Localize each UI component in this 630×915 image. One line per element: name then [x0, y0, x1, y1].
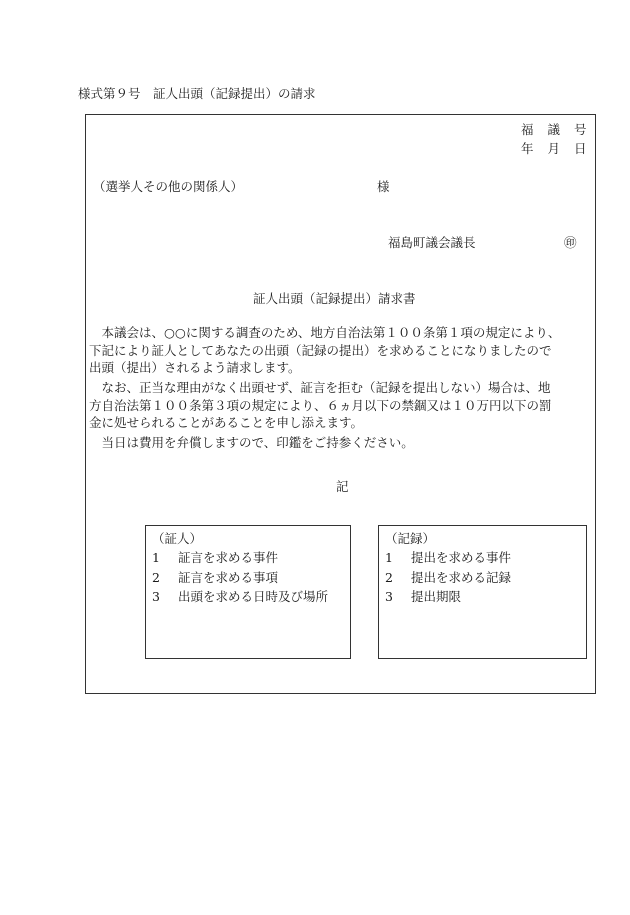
witness-box-label: （証人） — [152, 531, 203, 546]
date-month: 月 — [547, 141, 561, 156]
body-paragraph-2 — [89, 379, 594, 432]
item-text: 証言を求める事件 — [178, 550, 279, 565]
record-item — [385, 587, 461, 605]
body-line: 金に処せられることがあることを申し添えます。 — [89, 415, 364, 431]
body-line: 出頭（提出）されるよう請求します。 — [89, 360, 301, 376]
doc-number-middle: 議 — [547, 122, 561, 137]
witness-item — [152, 587, 328, 605]
item-number: 1 — [152, 550, 160, 565]
document-number-row — [521, 120, 587, 138]
body-line: 当日は費用を弁償しますので、印鑑をご持参ください。 — [89, 435, 414, 450]
item-text: 提出期限 — [411, 589, 462, 604]
record-box-label: （記録） — [385, 531, 436, 546]
ki-heading: 記 — [336, 479, 349, 494]
witness-item — [152, 568, 278, 586]
body-line: 下記により証人としてあなたの出頭（記録の提出）を求めることになりましたので — [89, 342, 552, 358]
item-text: 提出を求める事件 — [411, 550, 512, 565]
body-line: 方自治法第１００条第３項の規定により、６ヵ月以下の禁錮又は１０万円以下の罰 — [89, 397, 552, 413]
witness-item — [152, 548, 278, 566]
item-number: 1 — [385, 550, 393, 565]
item-text: 提出を求める記録 — [411, 570, 512, 585]
item-number: 2 — [385, 570, 393, 585]
body-line: 本議会は、○○に関する調査のため、地方自治法第１００条第１項の規定により、 — [89, 325, 561, 340]
date-row — [521, 139, 587, 157]
item-text: 出頭を求める日時及び場所 — [178, 589, 329, 604]
record-box — [378, 525, 587, 659]
honorific: 様 — [377, 179, 390, 194]
date-year: 年 — [521, 141, 534, 156]
seal-mark: ㊞ — [564, 235, 577, 250]
addressee: （選挙人その他の関係人） — [93, 179, 244, 194]
item-number: 3 — [385, 589, 393, 604]
sender: 福島町議会議長 — [388, 235, 476, 250]
body-paragraph-3 — [89, 434, 594, 452]
record-item — [385, 548, 511, 566]
record-item — [385, 568, 511, 586]
witness-box — [145, 525, 351, 659]
item-number: 3 — [152, 589, 160, 604]
item-number: 2 — [152, 570, 160, 585]
date-day: 日 — [574, 141, 587, 156]
doc-number-prefix: 福 — [521, 122, 534, 137]
document-title: 証人出頭（記録提出）請求書 — [253, 291, 416, 306]
body-paragraph-1 — [89, 324, 594, 377]
doc-number-suffix: 号 — [574, 122, 587, 137]
form-number-heading: 様式第９号 証人出頭（記録提出）の請求 — [78, 86, 316, 101]
item-text: 証言を求める事項 — [178, 570, 279, 585]
body-line: なお、正当な理由がなく出頭せず、証言を拒む（記録を提出しない）場合は、地 — [89, 380, 551, 395]
